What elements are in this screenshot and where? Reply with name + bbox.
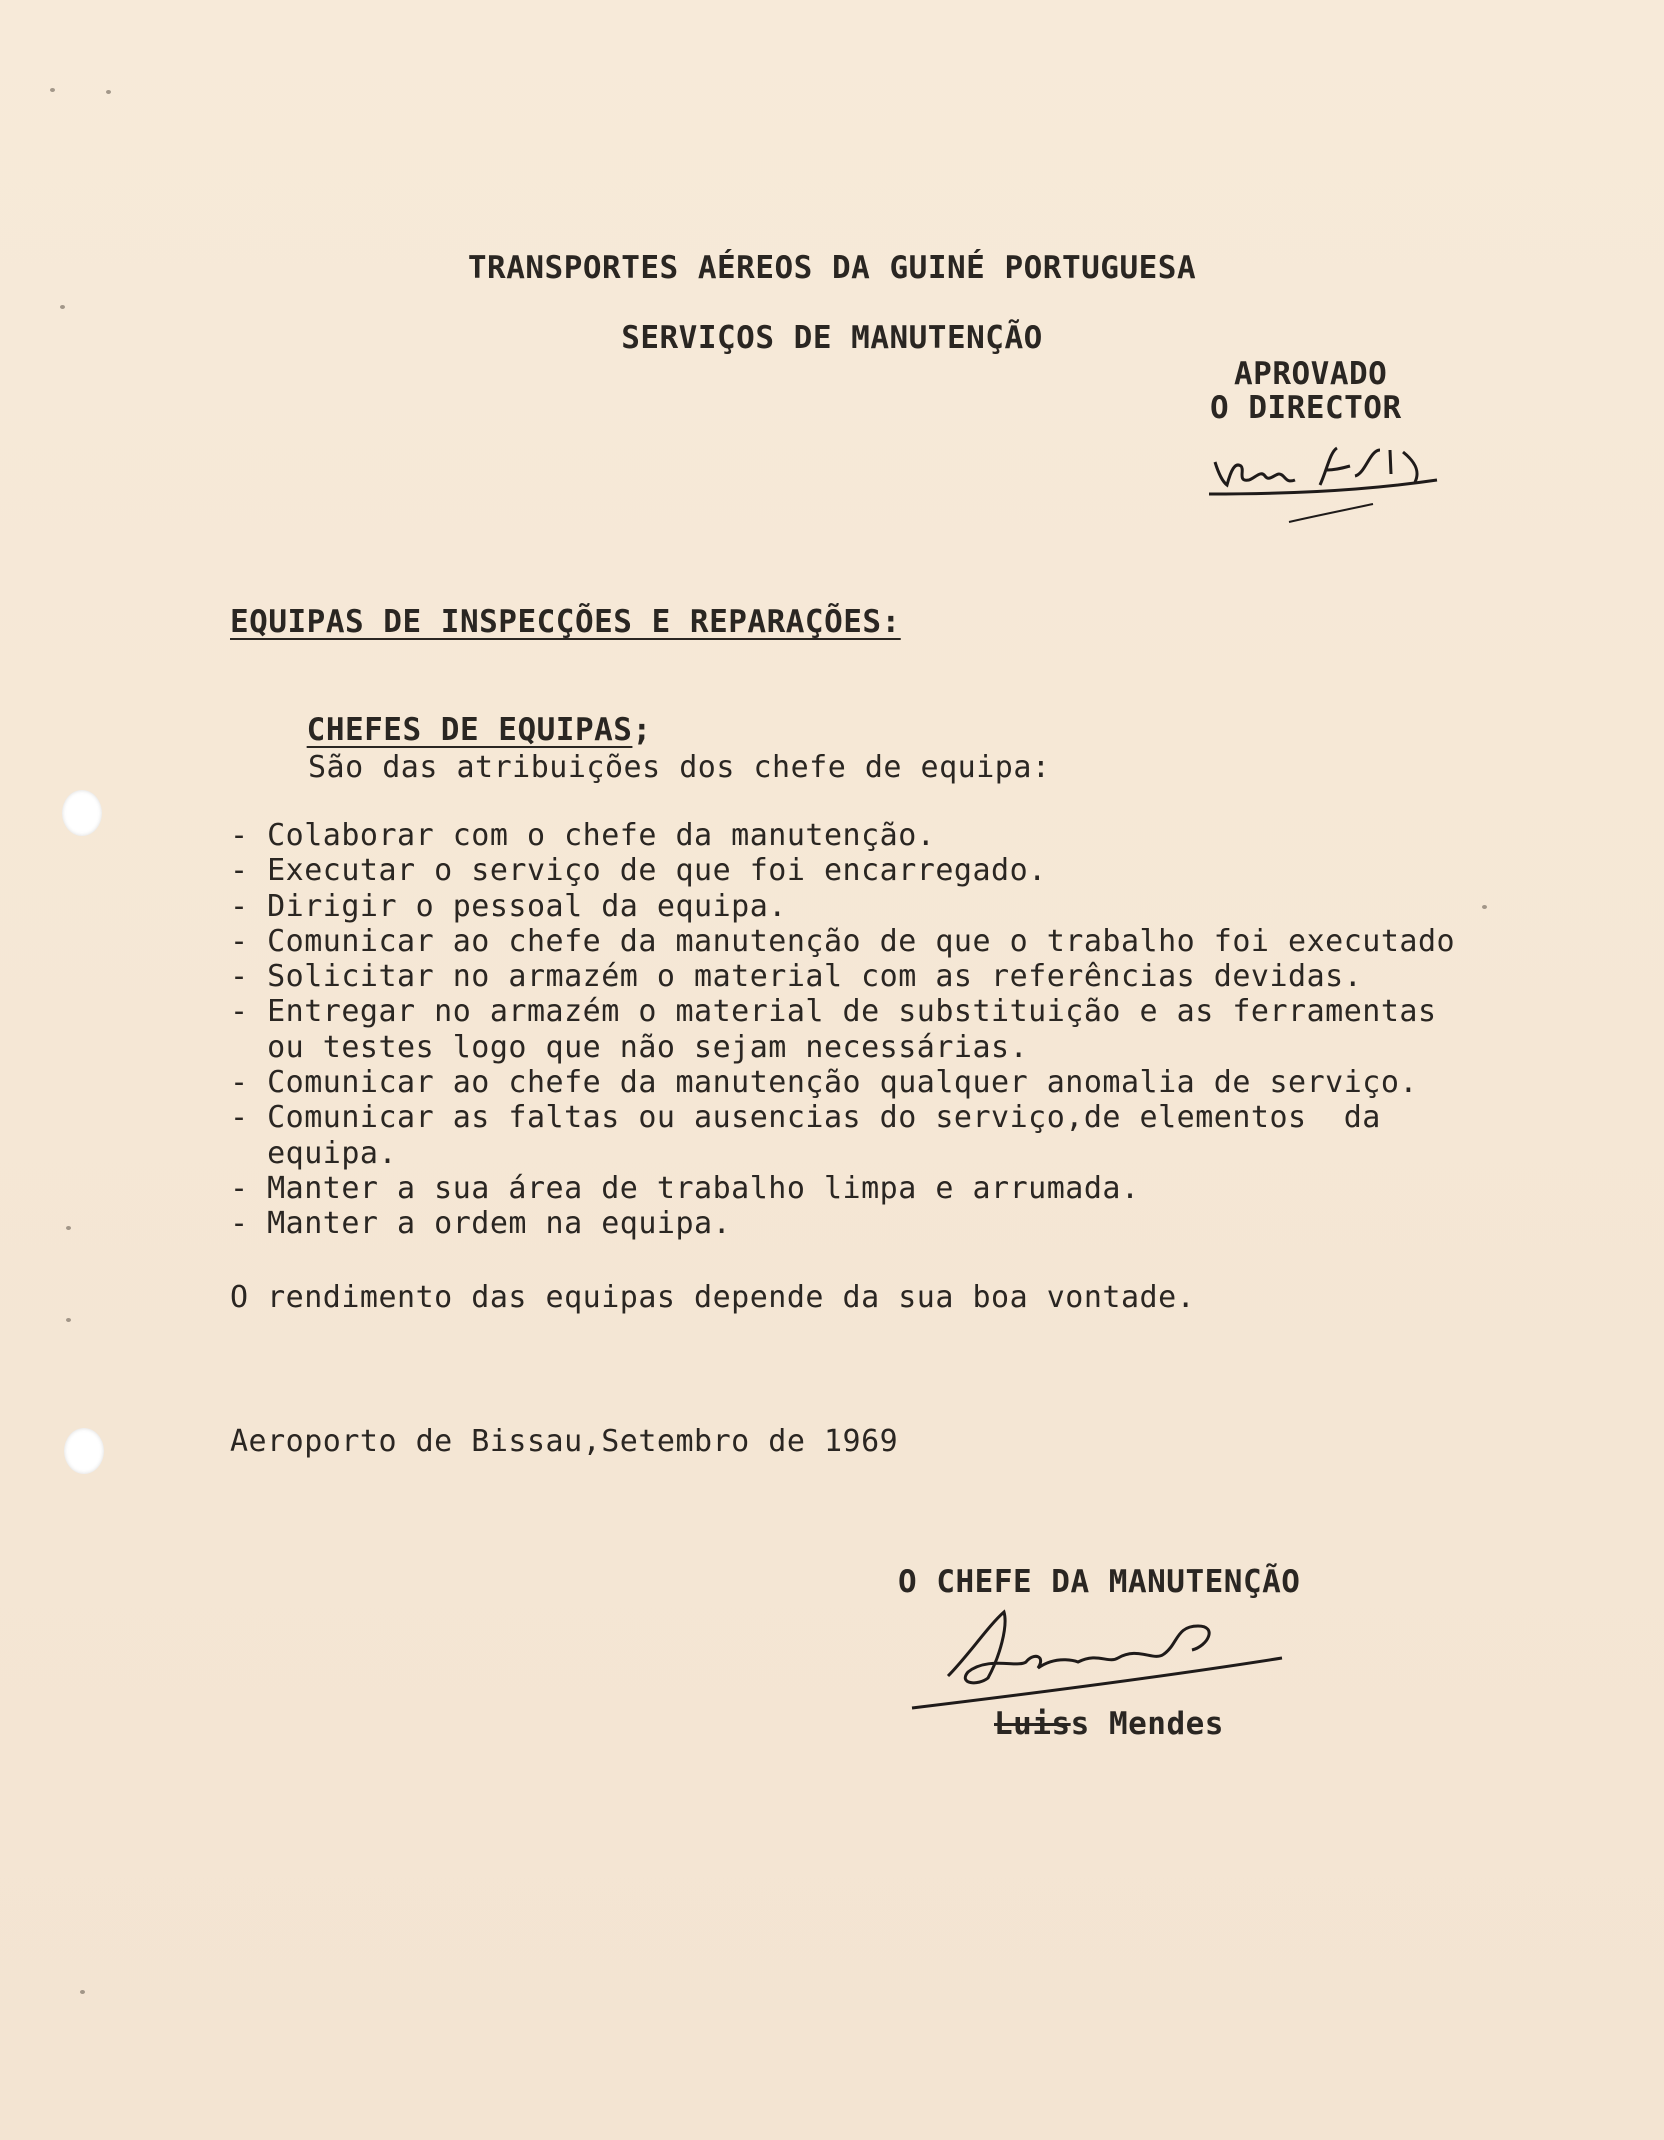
- section-subtitle: CHEFES DE EQUIPAS: [306, 712, 633, 748]
- duties-list: [230, 818, 1455, 1242]
- list-item: equipa.: [230, 1135, 398, 1171]
- signatory-title: O CHEFE DA MANUTENÇÃO: [898, 1564, 1301, 1600]
- list-item: - Colaborar com o chefe da manutenção.: [230, 818, 936, 853]
- paper-speck: [50, 88, 55, 92]
- approval-label: APROVADO: [1234, 356, 1388, 392]
- list-item: - Comunicar ao chefe da manutenção de que o trabalho foi executado: [230, 923, 1456, 959]
- list-item: - Manter a sua área de trabalho limpa e arrumada.: [230, 1170, 1140, 1206]
- list-item: - Comunicar as faltas ou ausencias do serviço,de elementos da: [230, 1100, 1381, 1136]
- director-signature: [1205, 440, 1445, 530]
- list-item: - Entregar no armazém o material de substituição e as ferramentas: [230, 994, 1437, 1030]
- binder-hole-bottom: [64, 1428, 104, 1474]
- list-item: ou testes logo que não sejam necessárias.: [230, 1029, 1029, 1065]
- paper-speck: [1482, 905, 1487, 909]
- struck-first-name: Luis: [994, 1706, 1071, 1742]
- department-name: SERVIÇOS DE MANUTENÇÃO: [621, 320, 1043, 356]
- organization-name: TRANSPORTES AÉREOS DA GUINÉ PORTUGUESA: [467, 250, 1197, 286]
- closing-statement: O rendimento das equipas depende da sua boa vontade.: [230, 1280, 1196, 1315]
- list-item: - Dirigir o pessoal da equipa.: [230, 888, 787, 924]
- paper-speck: [66, 1226, 71, 1230]
- approver-title: O DIRECTOR: [1210, 390, 1402, 426]
- paper-speck: [60, 305, 65, 309]
- place-date: Aeroporto de Bissau,Setembro de 1969: [230, 1424, 899, 1459]
- list-item: - Comunicar ao chefe da manutenção qualquer anomalia de serviço.: [230, 1065, 1418, 1101]
- signatory-name: [994, 1706, 1224, 1742]
- paper-speck: [66, 1318, 71, 1322]
- section-title: EQUIPAS DE INSPECÇÕES E REPARAÇÕES:: [230, 604, 901, 640]
- binder-hole-top: [62, 790, 102, 836]
- maintenance-chief-signature: [908, 1606, 1288, 1716]
- list-item: - Solicitar no armazém o material com as referências devidas.: [230, 959, 1363, 995]
- section-intro: São das atribuições dos chefe de equipa:: [308, 750, 1051, 785]
- paper-speck: [80, 1990, 85, 1994]
- signatory-surname: s Mendes: [1070, 1706, 1224, 1742]
- list-item: - Manter a ordem na equipa.: [230, 1206, 732, 1242]
- section-subtitle-suffix: ;: [632, 712, 652, 748]
- paper-speck: [106, 90, 111, 94]
- list-item: - Executar o serviço de que foi encarregado.: [230, 853, 1047, 889]
